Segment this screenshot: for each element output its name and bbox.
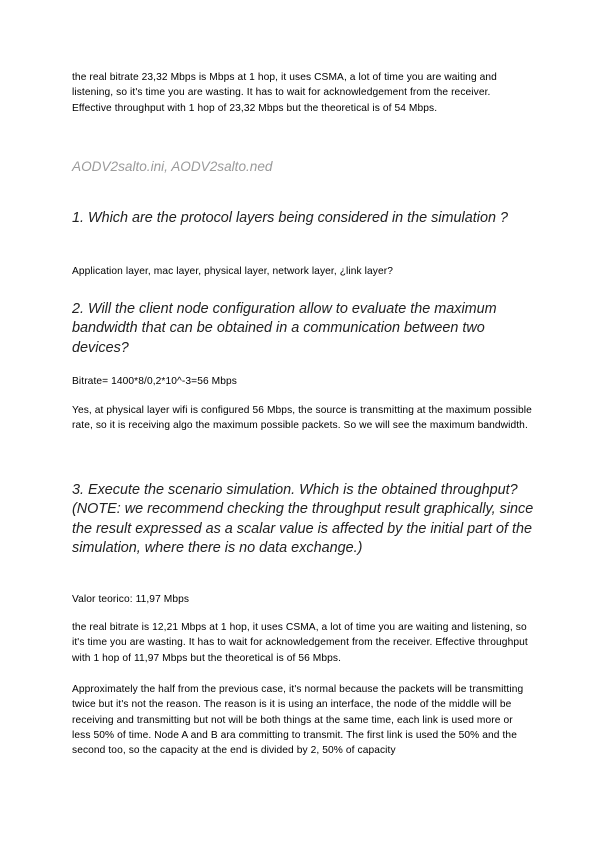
paragraph-real-bitrate-2hop: the real bitrate 23,32 Mbps is Mbps at 1 hop, it uses CSMA, a lot of time you are waiting and listening, so it's time you are wasting. It has to wait for acknowledgement from the receiver. Effective throughput with 1 hop of 23,32 Mbps but the theoretical is of 54 Mbps. <box>72 72 497 114</box>
question-2: 2. Will the client node configuration allow to evaluate the maximum bandwidth that can be obtained in a communication between two devices? <box>72 301 497 356</box>
bitrate-calculation: Bitrate= 1400*8/0,2*10^-3=56 Mbps <box>72 376 237 387</box>
question-3: 3. Execute the scenario simulation. Which is the obtained throughput? (NOTE: we recommend checking the throughput result graphically, since the result expressed as a scalar value is affected by the initial part of the simulation, where there is no data exchange.) <box>72 482 534 557</box>
filenames-heading: AODV2salto.ini, AODV2salto.ned <box>72 159 273 174</box>
question-1: 1. Which are the protocol layers being considered in the simulation ? <box>72 210 508 226</box>
answer-2: Yes, at physical layer wifi is configured 56 Mbps, the source is transmitting at the maximum possible rate, so it is receiving algo the maximum possible packets. So we will see the maximum bandwidth. <box>72 405 532 432</box>
valor-teorico: Valor teorico: 11,97 Mbps <box>72 594 190 605</box>
answer-1: Application layer, mac layer, physical layer, network layer, ¿link layer? <box>72 266 393 277</box>
answer-4: Approximately the half from the previous case, it's normal because the packets will be transmitting twice but it's not the reason. The reason is it is using an interface, the node of the middle will be receiving and transmitting but not will be both things at the same time, each link is used more or less 50% of time. Node A and B ara committing to transmit. The first link is used the 50% and the second too, so the capacity at the end is divided by 2, 50% of capacity <box>72 684 524 757</box>
answer-3: the real bitrate is 12,21 Mbps at 1 hop, it uses CSMA, a lot of time you are waiting and listening, so it's time you are wasting. It has to wait for acknowledgement from the receiver. Effective throughput with 1 hop of 11,97 Mbps but the theoretical is of 56 Mbps. <box>72 622 528 664</box>
